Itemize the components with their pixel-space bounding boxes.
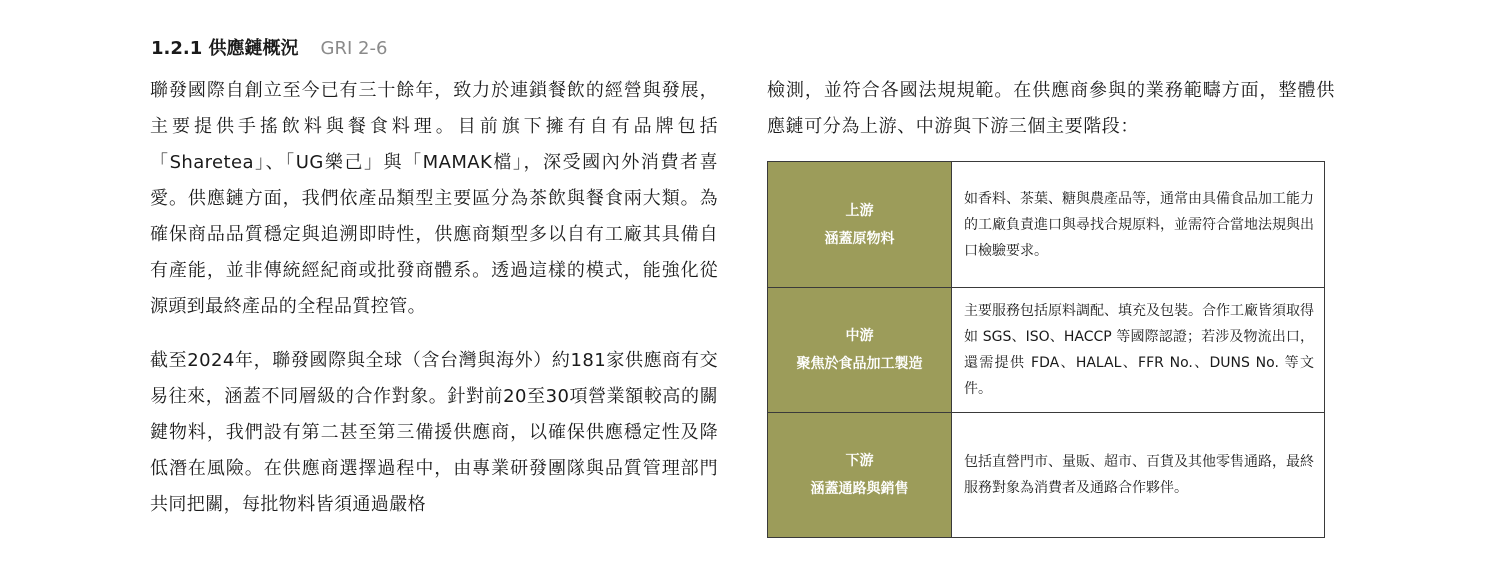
stage-focus: 聚焦於食品加工製造 [796, 356, 923, 372]
table-row [768, 413, 1325, 538]
table-row [768, 288, 1325, 413]
section-title: 1.2.1 供應鏈概況 [151, 38, 299, 59]
supply-chain-table [767, 161, 1325, 538]
section-heading [151, 34, 387, 60]
stage-description: 包括直營門市、量販、超市、百貨及其他零售通路，最終服務對象為消費者及通路合作夥伴。 [952, 413, 1325, 538]
stage-cell-midstream [768, 288, 952, 413]
stage-label: 下游 [845, 453, 874, 469]
stage-description: 主要服務包括原料調配、填充及包裝。合作工廠皆須取得如 SGS、ISO、HACCP 等國際認證；若涉及物流出口，還需提供 FDA、HALAL、FFR No.、DUNS No. 等文件。 [952, 288, 1325, 413]
stage-label: 中游 [845, 328, 874, 344]
continuation-paragraph: 檢測，並符合各國法規規範。在供應商參與的業務範疇方面，整體供應鏈可分為上游、中游與下游三個主要階段： [767, 80, 1335, 137]
stage-label: 上游 [845, 202, 874, 219]
stage-cell-downstream [768, 413, 952, 538]
supplier-paragraph: 截至2024年，聯發國際與全球（含台灣與海外）約181家供應商有交易往來，涵蓋不同層級的合作對象。針對前20至30項營業額較高的關鍵物料，我們設有第二甚至第三備援供應商，以確保供應穩定性及降低潛在風險。在供應商選擇過程中，由專業研發團隊與品質管理部門共同把關，每批物料皆須通過嚴格 [150, 350, 718, 515]
intro-paragraph: 聯發國際自創立至今已有三十餘年，致力於連鎖餐飲的經營與發展，主要提供手搖飲料與餐食料理。目前旗下擁有自有品牌包括「Sharetea」、「UG樂己」與「MAMAK檔」，深受國內外消費者喜愛。供應鏈方面，我們依產品類型主要區分為茶飲與餐食兩大類。為確保商品品質穩定與追溯即時性，供應商類型多以自有工廠其具備自有產能，並非傳統經紀商或批發商體系。透過這樣的模式，能強化從源頭到最終產品的全程品質控管。 [150, 80, 718, 317]
left-column [150, 73, 718, 523]
table-row [768, 162, 1325, 288]
right-column [767, 73, 1335, 145]
gri-tag: GRI 2-6 [320, 38, 388, 59]
stage-cell-upstream [768, 162, 952, 288]
stage-focus: 涵蓋通路與銷售 [810, 481, 909, 497]
stage-focus: 涵蓋原物料 [824, 230, 895, 247]
stage-description: 如香料、茶葉、糖與農產品等，通常由具備食品加工能力的工廠負責進口與尋找合規原料，並需符合當地法規與出口檢驗要求。 [952, 162, 1325, 288]
